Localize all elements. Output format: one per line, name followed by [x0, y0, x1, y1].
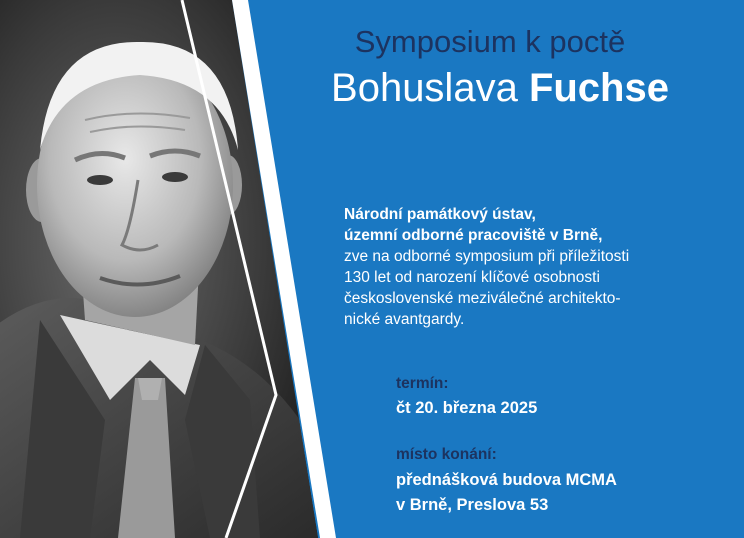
poster-title-line2: [270, 66, 730, 111]
place-line1: přednášková budova MCMA: [396, 471, 617, 489]
organizer-line1: Národní památkový ústav,: [344, 206, 536, 223]
intro-line: československé meziválečné architekto-: [344, 290, 621, 307]
title-name-bold: Fuchse: [528, 66, 669, 110]
intro-line: nické avantgardy.: [344, 311, 465, 328]
intro-text: [344, 204, 734, 330]
poster-title-line1: Symposium k poctě: [354, 24, 626, 59]
date-label: termín:: [396, 375, 449, 392]
date-value: čt 20. března 2025: [396, 399, 538, 417]
intro-line: zve na odborné symposium při příležitosti: [344, 248, 630, 265]
organizer-line2: územní odborné pracoviště v Brně,: [344, 227, 603, 244]
intro-line: 130 let od narození klíčové osobnosti: [344, 269, 600, 286]
title-name-regular: Bohuslava: [331, 66, 529, 110]
place-line2: v Brně, Preslova 53: [396, 496, 549, 514]
place-label: místo konání:: [396, 446, 497, 463]
